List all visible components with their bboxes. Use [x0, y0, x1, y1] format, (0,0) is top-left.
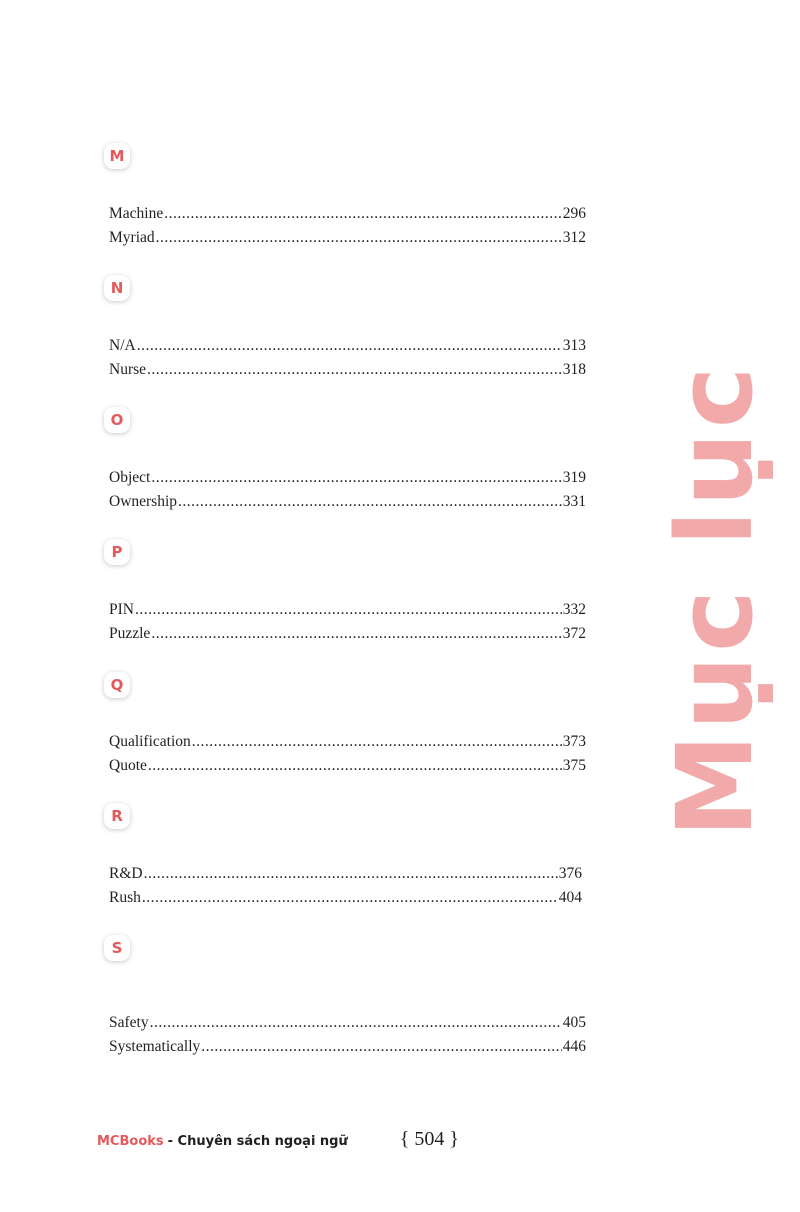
index-entry: [109, 886, 582, 910]
dot-leader: [156, 226, 562, 250]
entry-term: Systematically: [109, 1038, 201, 1055]
entry-page: 375: [562, 757, 586, 774]
letter-badge: S: [104, 935, 130, 961]
publisher-brand: MCBooks: [97, 1134, 164, 1149]
entry-term: Puzzle: [109, 625, 151, 642]
index-entry: [109, 226, 586, 250]
dot-leader: [135, 598, 562, 622]
dot-leader: [151, 622, 561, 646]
index-entry: [109, 1011, 586, 1035]
dot-leader: [142, 886, 558, 910]
entry-page: 332: [562, 601, 586, 618]
entry-page: 331: [562, 493, 586, 510]
index-entry: [109, 598, 586, 622]
entry-term: Myriad: [109, 229, 155, 246]
entry-term: Object: [109, 469, 151, 486]
entry-term: Rush: [109, 889, 141, 906]
entry-term: Safety: [109, 1014, 149, 1031]
dot-leader: [201, 1035, 561, 1059]
page-footer: [97, 1128, 459, 1151]
entry-page: 319: [562, 469, 586, 486]
index-entry: [109, 334, 586, 358]
entry-page: 296: [562, 205, 586, 222]
entry-term: N/A: [109, 337, 136, 354]
entry-term: Qualification: [109, 733, 191, 750]
index-entry: [109, 202, 586, 226]
dot-leader: [144, 862, 558, 886]
entry-term: Nurse: [109, 361, 147, 378]
letter-badge: P: [104, 539, 130, 565]
index-entry: [109, 358, 586, 382]
index-entry: [109, 730, 586, 754]
entry-term: Ownership: [109, 493, 178, 510]
side-title: Mục lục: [654, 362, 776, 838]
index-entry: [109, 490, 586, 514]
entry-page: 405: [562, 1014, 586, 1031]
dot-leader: [137, 334, 562, 358]
index-entry: [109, 466, 586, 490]
entry-page: 376: [558, 865, 582, 882]
letter-badge: R: [104, 803, 130, 829]
letter-badge: O: [104, 407, 130, 433]
entry-term: Machine: [109, 205, 164, 222]
dot-leader: [164, 202, 562, 226]
entry-page: 373: [562, 733, 586, 750]
letter-badge: Q: [104, 672, 130, 698]
index-entry: [109, 622, 586, 646]
index-entry: [109, 862, 582, 886]
index-entry: [109, 754, 586, 778]
publisher-tagline: - Chuyên sách ngoại ngữ: [167, 1134, 348, 1149]
dot-leader: [192, 730, 562, 754]
page-number: { 504 }: [399, 1128, 459, 1150]
dot-leader: [150, 1011, 562, 1035]
entry-page: 318: [562, 361, 586, 378]
dot-leader: [147, 358, 562, 382]
dot-leader: [148, 754, 562, 778]
entry-term: R&D: [109, 865, 143, 882]
entry-term: PIN: [109, 601, 134, 618]
letter-badge: M: [104, 143, 130, 169]
dot-leader: [178, 490, 562, 514]
entry-page: 312: [562, 229, 586, 246]
entry-page: 446: [562, 1038, 586, 1055]
dot-leader: [151, 466, 561, 490]
entry-page: 313: [562, 337, 586, 354]
index-entry: [109, 1035, 586, 1059]
entry-term: Quote: [109, 757, 147, 774]
entry-page: 404: [558, 889, 582, 906]
letter-badge: N: [104, 275, 130, 301]
entry-page: 372: [562, 625, 586, 642]
